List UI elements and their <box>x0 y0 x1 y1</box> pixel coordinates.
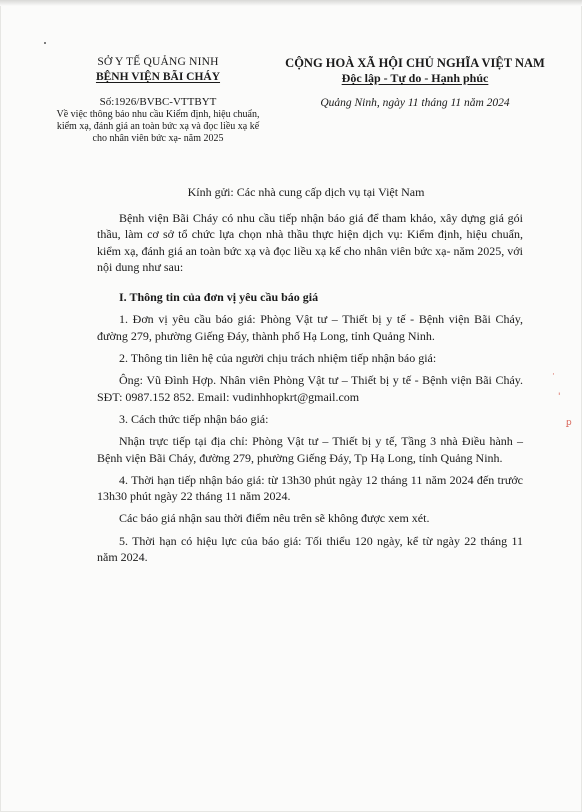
red-margin-mark: ' <box>558 392 561 402</box>
national-header <box>270 55 560 86</box>
issuer-header <box>58 55 258 85</box>
document-number: Số:1926/BVBC-VTTBYT <box>99 96 217 108</box>
section-title: I. Thông tin của đơn vị yêu cầu báo giá <box>119 290 319 305</box>
addressee: Kính gửi: Các nhà cung cấp dịch vụ tại Việt Nam <box>187 185 425 199</box>
item-2-detail: Ông: Vũ Đình Hợp. Nhân viên Phòng Vật tư – Thiết bị y tế - Bệnh viện Bãi Cháy. SĐT: 0987.152 852. Email: vudinhhopkrt@gmail.com <box>97 373 523 404</box>
scan-edge <box>0 0 582 6</box>
item-4: 4. Thời hạn tiếp nhận báo giá: từ 13h30 phút ngày 12 tháng 11 năm 2024 đến trước 13h30 phút ngày 22 tháng 11 năm 2024. <box>97 472 523 504</box>
nation-name: CỘNG HOÀ XÃ HỘI CHỦ NGHĨA VIỆT NAM <box>285 56 545 70</box>
red-margin-mark: · <box>552 370 555 380</box>
item-1: 1. Đơn vị yêu cầu báo giá: Phòng Vật tư – Thiết bị y tế - Bệnh viện Bãi Cháy, đường 279, phường Giếng Đáy, thành phố Hạ Long, tỉnh Quảng Ninh. <box>97 312 523 343</box>
document-body <box>97 210 523 565</box>
place-date: Quảng Ninh, ngày 11 tháng 11 năm 2024 <box>320 97 510 109</box>
scan-speck <box>44 42 46 44</box>
department-name: SỞ Y TẾ QUẢNG NINH <box>97 56 219 68</box>
hospital-name: BỆNH VIỆN BÃI CHÁY <box>95 71 221 83</box>
intro-paragraph: Bệnh viện Bãi Cháy có nhu cầu tiếp nhận báo giá để tham khảo, xây dựng giá gói thầu, làm cơ sở tổ chức lựa chọn nhà thầu thực hiện dịch vụ: Kiểm định, hiệu chuẩn, kiểm xạ, đánh giá an toàn bức xạ và đọc liều xạ kế cho nhân viên bức xạ- năm 2025, với nội dung như sau: <box>97 211 523 274</box>
national-motto: Độc lập - Tự do - Hạnh phúc <box>341 71 489 85</box>
red-margin-mark: ꝑ <box>566 418 572 428</box>
item-5: 5. Thời hạn có hiệu lực của báo giá: Tối thiểu 120 ngày, kể từ ngày 22 tháng 11 năm 2024. <box>97 533 523 565</box>
item-4-note: Các báo giá nhận sau thời điểm nêu trên sẽ không được xem xét. <box>119 511 430 526</box>
item-3-detail: Nhận trực tiếp tại địa chỉ: Phòng Vật tư – Thiết bị y tế, Tầng 3 nhà Điều hành – Bệnh viện Bãi Cháy, đường 279, phường Giếng Đáy, Tp Hạ Long, tỉnh Quảng Ninh. <box>97 434 523 465</box>
item-2: 2. Thông tin liên hệ của người chịu trách nhiệm tiếp nhận báo giá: <box>119 351 437 366</box>
item-3: 3. Cách thức tiếp nhận báo giá: <box>119 411 269 426</box>
document-subject: Về việc thông báo nhu cầu Kiểm định, hiệu chuẩn, kiểm xạ, đánh giá an toàn bức xạ và đọc liều xạ kế cho nhân viên bức xạ- năm 2025 <box>56 109 260 144</box>
